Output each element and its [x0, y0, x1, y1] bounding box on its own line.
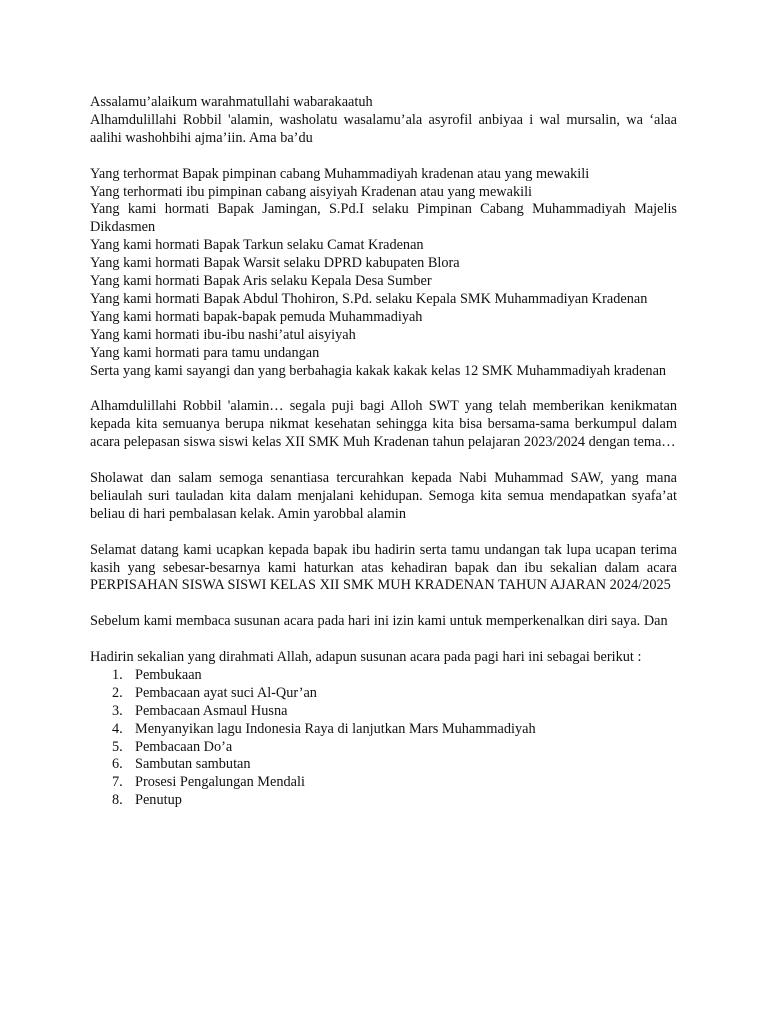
greetings-section	[90, 166, 677, 381]
agenda-text: Prosesi Pengalungan Mendali	[135, 774, 305, 791]
agenda-text: Sambutan sambutan	[135, 756, 251, 773]
greeting-line: Yang kami hormati ibu-ibu nashi’atul aisyiyah	[90, 326, 356, 343]
welcome-paragraph: Selamat datang kami ucapkan kepada bapak ibu hadirin serta tamu undangan tak lupa ucapan terima kasih yang sebesar-besarnya kami haturkan atas kehadiran bapak dan ibu sekalian dalam acara PERPISAHAN SISWA SISWI KELAS XII SMK MUH KRADENAN TAHUN AJARAN 2024/2025	[90, 541, 677, 594]
opening-section	[90, 94, 677, 148]
agenda-text: Penutup	[135, 792, 182, 809]
greeting-line: Yang kami hormati para tamu undangan	[90, 344, 320, 361]
agenda-number: 2.	[112, 684, 123, 701]
agenda-item	[112, 738, 677, 757]
agenda-item	[112, 720, 677, 739]
agenda-item	[112, 702, 677, 721]
agenda-section	[90, 649, 677, 810]
agenda-item	[112, 774, 677, 792]
praise-paragraph: Alhamdulillahi Robbil 'alamin… segala puji bagi Alloh SWT yang telah memberikan kenikmatan kepada kita semuanya berupa nikmat kesehatan sehingga kita bisa bersama-sama berkumpul dalam acara pelepasan siswa siswi kelas XII SMK Muh Kradenan tahun pelajaran 2023/2024 dengan tema…	[90, 398, 677, 451]
greeting-line: Serta yang kami sayangi dan yang berbahagia kakak kakak kelas 12 SMK Muhammadiyah kradenan	[90, 362, 667, 379]
greeting-line: Yang terhormati ibu pimpinan cabang aisyiyah Kradenan atau yang mewakili	[90, 183, 533, 200]
greeting-line: Yang terhormat Bapak pimpinan cabang Muhammadiyah kradenan atau yang mewakili	[90, 165, 590, 182]
agenda-number: 1.	[112, 666, 123, 683]
agenda-number: 3.	[112, 702, 123, 719]
agenda-item	[112, 684, 677, 703]
greeting-line: Yang kami hormati Bapak Aris selaku Kepala Desa Sumber	[90, 273, 432, 290]
agenda-text: Pembacaan Asmaul Husna	[135, 702, 288, 719]
agenda-list	[90, 667, 677, 810]
introduce-paragraph: Sebelum kami membaca susunan acara pada hari ini izin kami untuk memperkenalkan diri saya. Dan	[90, 613, 668, 630]
agenda-text: Pembacaan Do’a	[135, 738, 233, 755]
agenda-number: 6.	[112, 756, 123, 773]
agenda-text: Pembukaan	[135, 666, 202, 683]
document-page	[90, 94, 677, 810]
greeting-line: Yang kami hormati Bapak Warsit selaku DPRD kabupaten Blora	[90, 255, 460, 272]
agenda-text: Menyanyikan lagu Indonesia Raya di lanjutkan Mars Muhammadiyah	[135, 720, 536, 737]
agenda-number: 7.	[112, 774, 123, 791]
greeting-line: Yang kami hormati Bapak Tarkun selaku Camat Kradenan	[90, 237, 424, 254]
greeting-line: Yang kami hormati Bapak Abdul Thohiron, S.Pd. selaku Kepala SMK Muhammadiyan Kradenan	[90, 290, 648, 307]
agenda-item	[112, 792, 677, 810]
greeting-line: Yang kami hormati bapak-bapak pemuda Muhammadiyah	[90, 308, 423, 325]
agenda-item	[112, 666, 677, 685]
agenda-number: 4.	[112, 720, 123, 737]
greeting-line: Yang kami hormati Bapak Jamingan, S.Pd.I selaku Pimpinan Cabang Muhammadiyah Majelis Dikdasmen	[90, 201, 677, 236]
agenda-text: Pembacaan ayat suci Al-Qur’an	[135, 684, 317, 701]
agenda-number: 8.	[112, 792, 123, 809]
agenda-intro: Hadirin sekalian yang dirahmati Allah, adapun susunan acara pada pagi hari ini sebagai berikut :	[90, 649, 642, 665]
salam-line: Assalamu’alaikum warahmatullahi wabarakaatuh	[90, 94, 373, 110]
hamdalah-line: Alhamdulillahi Robbil 'alamin, washolatu wasalamu’ala asyrofil anbiyaa i wal mursalin, wa ‘alaa aalihi washohbihi ajma’iin. Ama ba’du	[90, 111, 677, 146]
agenda-item	[112, 756, 677, 774]
sholawat-paragraph: Sholawat dan salam semoga senantiasa tercurahkan kepada Nabi Muhammad SAW, yang mana beliaulah suri tauladan kita dalam menjalani kehidupan. Semoga kita semua mendapatkan syafa’at beliau di hari pembalasan kelak. Amin yarobbal alamin	[90, 469, 677, 522]
agenda-number: 5.	[112, 738, 123, 755]
